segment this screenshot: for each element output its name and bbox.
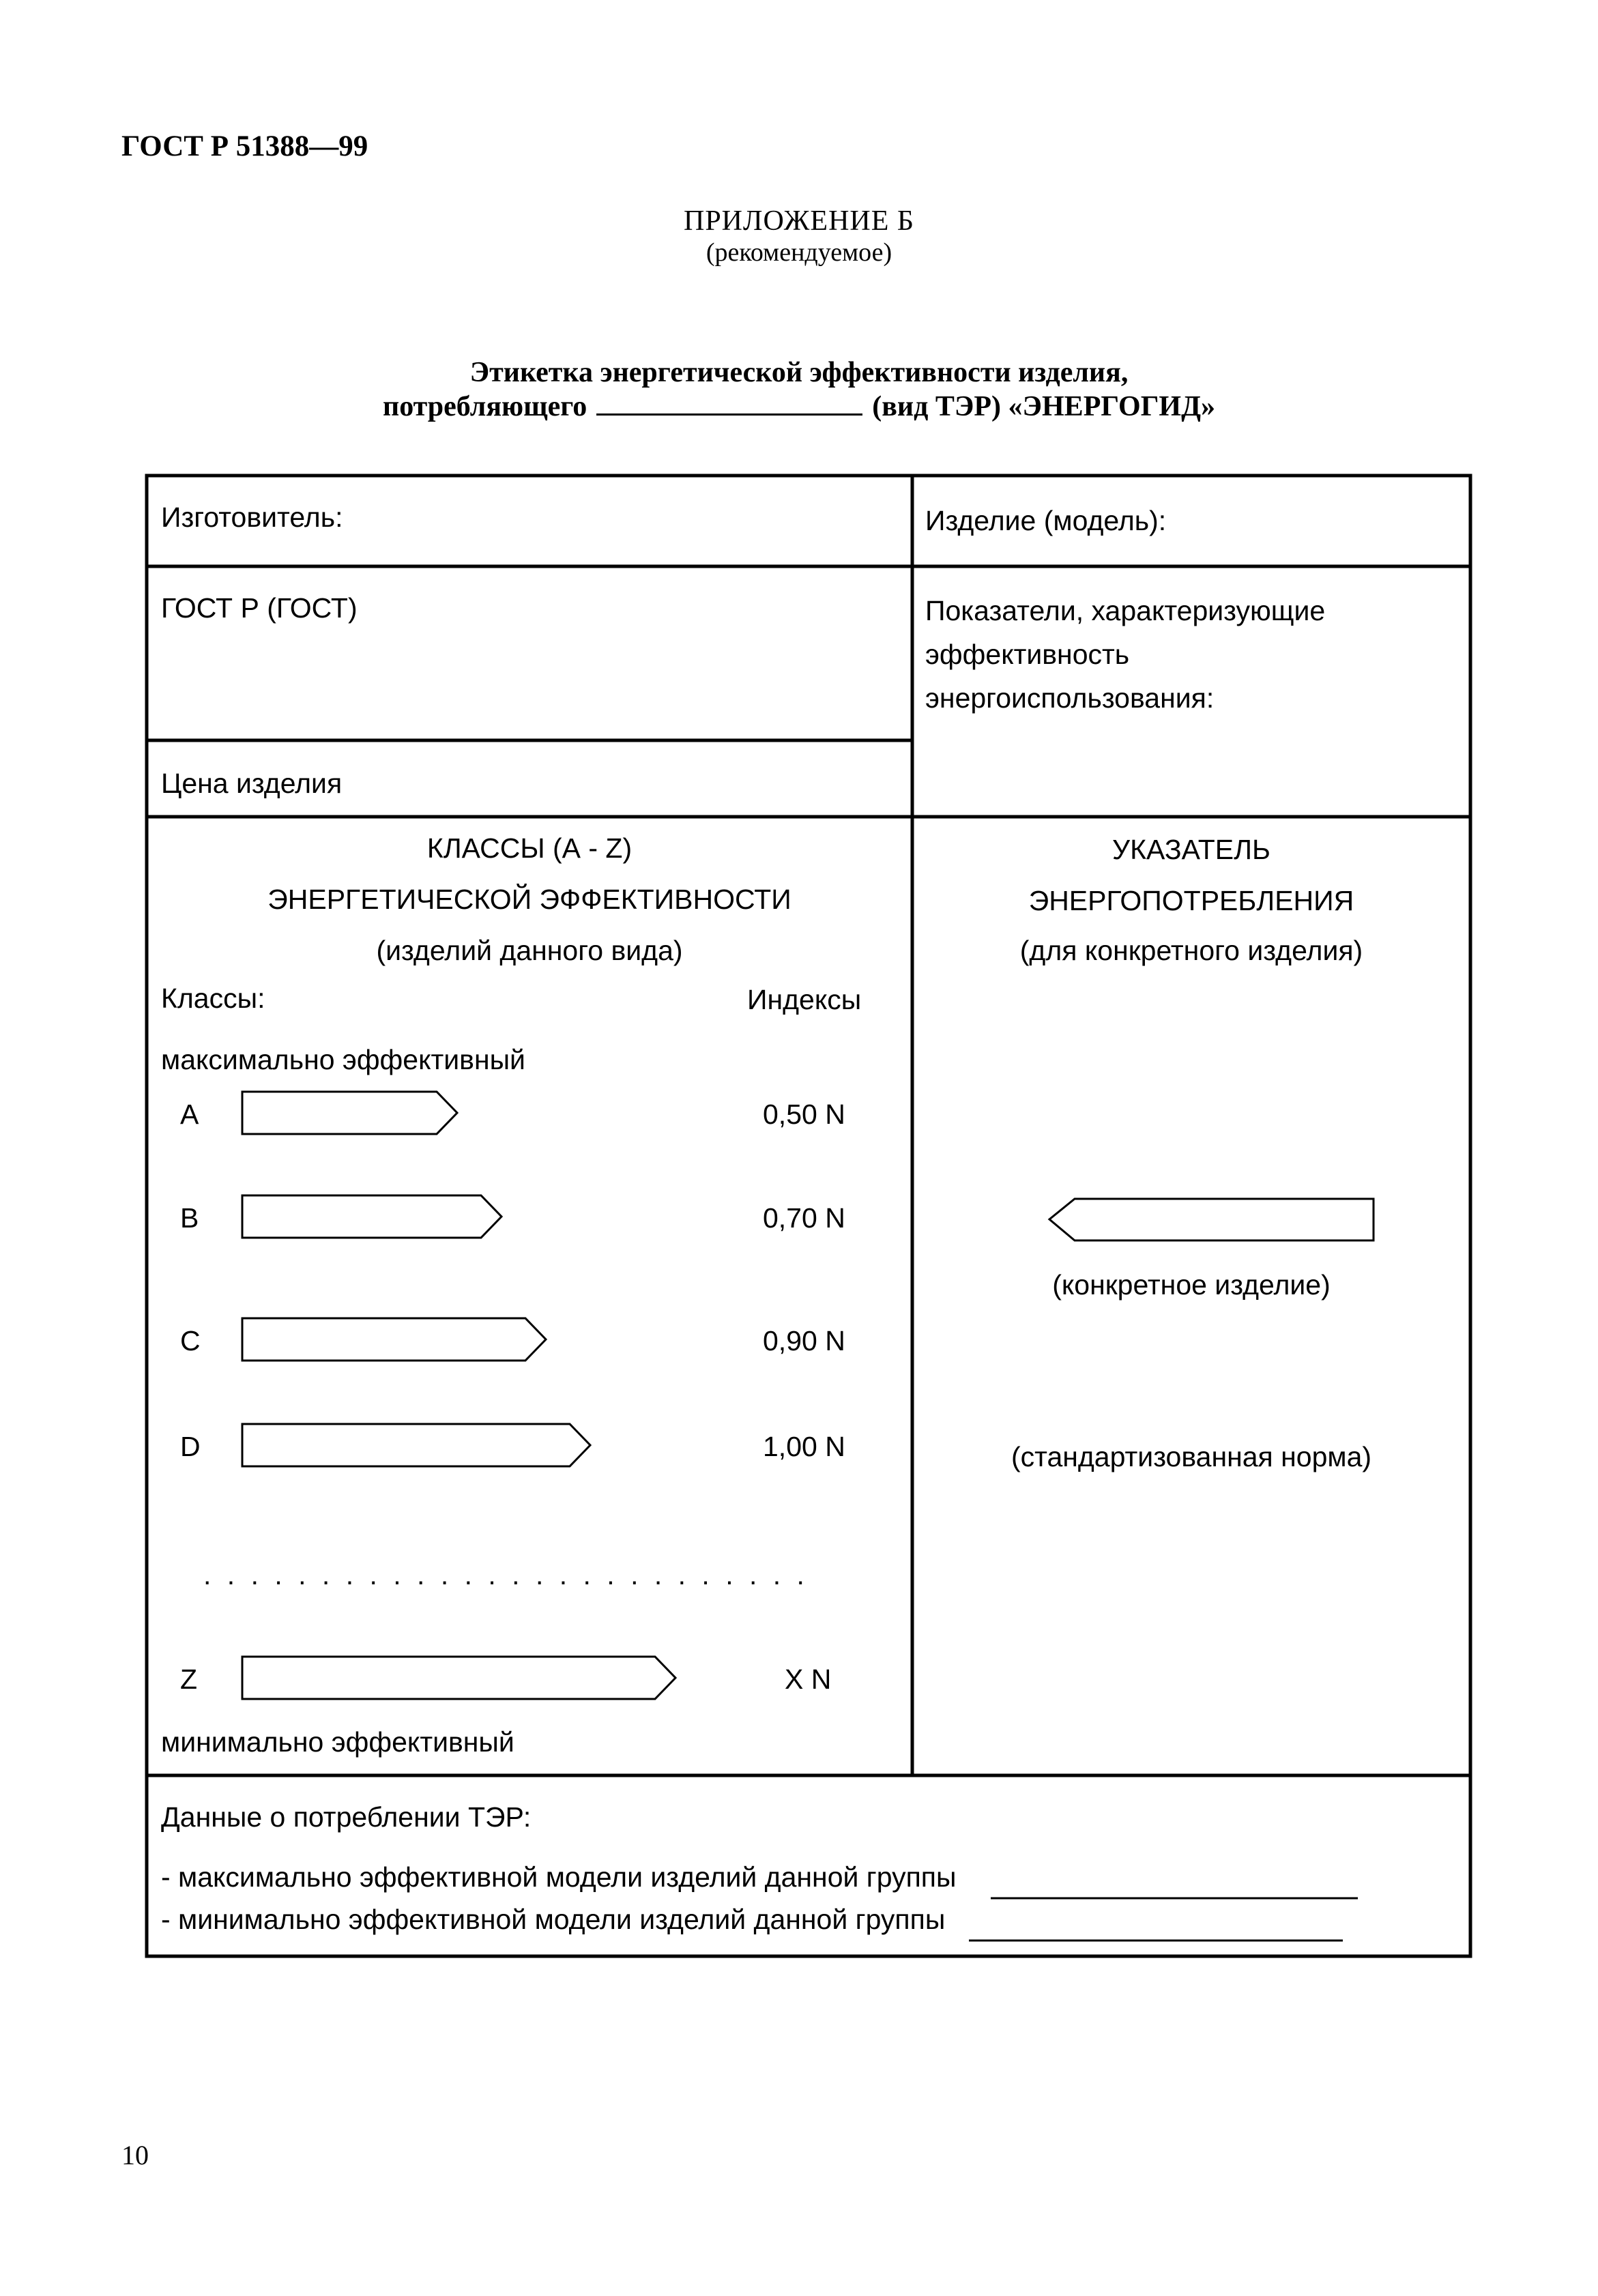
consumption-max-model: - максимально эффективной модели изделий данной группы xyxy=(161,1861,957,1893)
standard-label: ГОСТ Р (ГОСТ) xyxy=(161,592,358,624)
indicators-label-line-3: энергоиспользования: xyxy=(925,682,1215,714)
class-d-arrow xyxy=(242,1424,590,1466)
consumption-title: Данные о потреблении ТЭР: xyxy=(161,1801,532,1833)
class-letter: В xyxy=(180,1202,199,1234)
indicator-header-line-1: УКАЗАТЕЛЬ xyxy=(1112,834,1270,865)
classes-header-line-1: КЛАССЫ (А - Z) xyxy=(426,832,633,864)
appendix-subtitle: (рекомендуемое) xyxy=(706,238,892,267)
class-letter: D xyxy=(180,1431,201,1462)
indicator-header-line-3: (для конкретного изделия) xyxy=(1019,935,1363,966)
indicator-header-line-2: ЭНЕРГОПОТРЕБЛЕНИЯ xyxy=(1028,885,1354,916)
classes-column-label: Классы: xyxy=(161,983,265,1014)
max-efficient-label: максимально эффективный xyxy=(161,1044,525,1075)
consumption-min-model: - минимально эффективной модели изделий данной группы xyxy=(161,1904,946,1935)
class-c-arrow xyxy=(242,1318,546,1361)
product-model-label: Изделие (модель): xyxy=(925,505,1167,536)
page-number: 10 xyxy=(121,2140,149,2170)
min-efficient-label: минимально эффективный xyxy=(161,1726,514,1758)
class-letter: Z xyxy=(180,1663,198,1695)
class-z-arrow xyxy=(242,1657,675,1699)
indexes-column-label: Индексы xyxy=(747,984,862,1015)
specific-product-label: (конкретное изделие) xyxy=(1052,1269,1331,1300)
class-letter: А xyxy=(180,1099,199,1130)
price-label: Цена изделия xyxy=(161,768,343,799)
appendix-title: ПРИЛОЖЕНИЕ Б xyxy=(683,205,914,237)
specific-product-pointer-arrow xyxy=(1049,1199,1374,1240)
class-list-ellipsis: . . . . . . . . . . . . . . . . . . . . . . . . . . xyxy=(203,1559,809,1590)
class-index: 0,70 N xyxy=(763,1202,845,1234)
classes-header-line-2: ЭНЕРГЕТИЧЕСКОЙ ЭФФЕКТИВНОСТИ xyxy=(267,884,791,915)
document-code: ГОСТ Р 51388—99 xyxy=(121,130,368,162)
class-b-arrow xyxy=(242,1195,502,1238)
class-index: 1,00 N xyxy=(763,1431,845,1462)
label-title-before-blank: потребляющего xyxy=(383,391,587,422)
standard-norm-label: (стандартизованная норма) xyxy=(1011,1441,1372,1472)
class-letter: С xyxy=(180,1325,201,1356)
label-title-line-1: Этикетка энергетической эффективности изделия, xyxy=(469,357,1129,388)
classes-header-line-3: (изделий данного вида) xyxy=(376,935,683,966)
label-title-after-blank: (вид ТЭР) «ЭНЕРГОГИД» xyxy=(872,391,1215,422)
manufacturer-label: Изготовитель: xyxy=(161,502,343,533)
class-index: 0,50 N xyxy=(763,1099,845,1130)
indicators-label-line-1: Показатели, характеризующие xyxy=(925,595,1326,626)
class-index: X N xyxy=(785,1663,832,1695)
class-index: 0,90 N xyxy=(763,1325,845,1356)
class-a-arrow xyxy=(242,1092,457,1134)
indicators-label-line-2: эффективность xyxy=(925,639,1130,670)
